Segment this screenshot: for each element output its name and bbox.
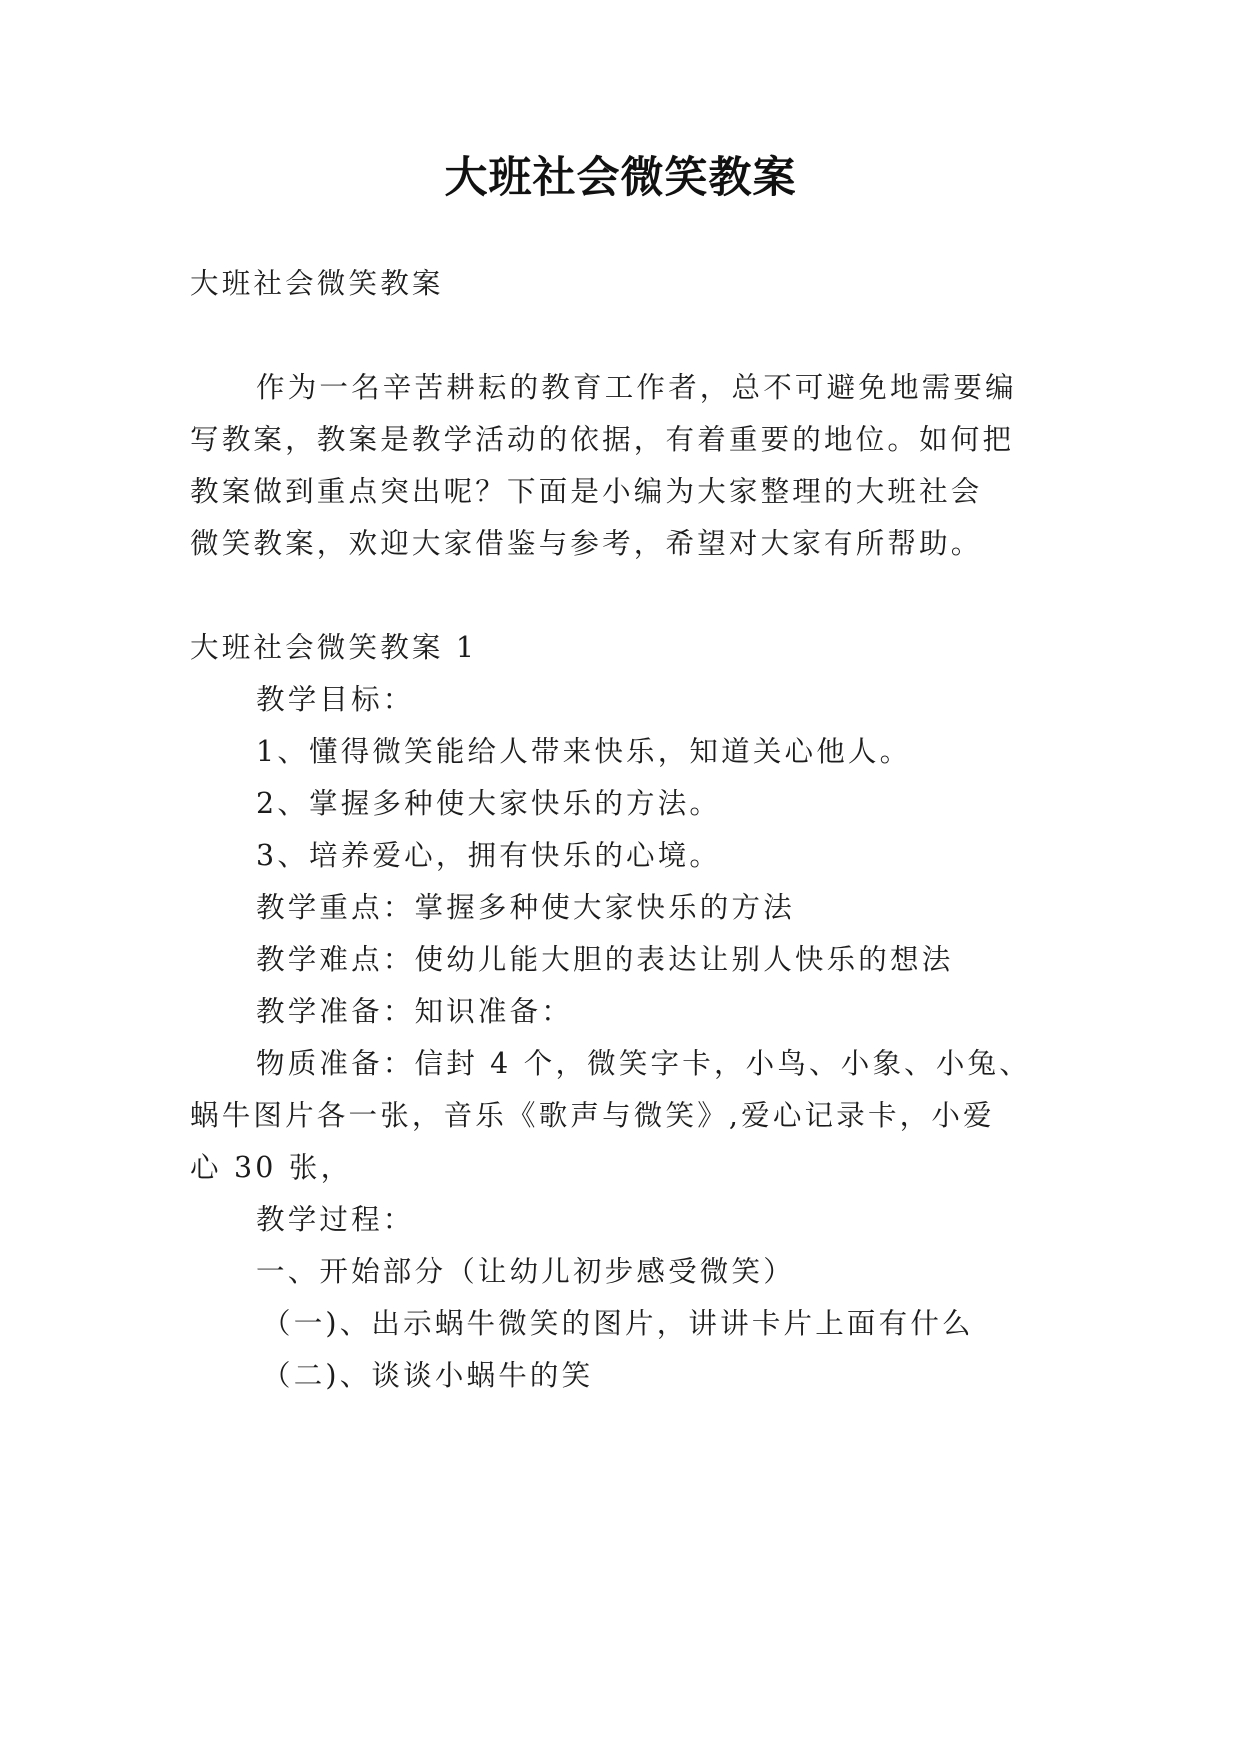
objective-item-1: 1、懂得微笑能给人带来快乐，知道关心他人。	[256, 735, 912, 768]
difficulty: 教学难点：使幼儿能大胆的表达让别人快乐的想法	[256, 943, 954, 976]
materials-line-2: 蜗牛图片各一张，音乐《歌声与微笑》,爱心记录卡，小爱	[190, 1099, 995, 1132]
intro-line-3: 教案做到重点突出呢？下面是小编为大家整理的大班社会	[190, 475, 983, 508]
document-subtitle: 大班社会微笑教案	[190, 267, 444, 300]
materials-line-3: 心 30 张，	[190, 1151, 353, 1184]
preparation: 教学准备：知识准备：	[256, 995, 574, 1028]
objective-item-2: 2、掌握多种使大家快乐的方法。	[256, 787, 722, 820]
process-step-1-b: （二)、谈谈小蜗牛的笑	[262, 1359, 594, 1392]
document-title: 大班社会微笑教案	[444, 153, 797, 203]
objective-item-3: 3、培养爱心，拥有快乐的心境。	[256, 839, 722, 872]
section-heading: 大班社会微笑教案 1	[190, 631, 478, 664]
process-step-1-a: （一)、出示蜗牛微笑的图片，讲讲卡片上面有什么	[262, 1307, 974, 1340]
intro-line-2: 写教案，教案是教学活动的依据，有着重要的地位。如何把	[190, 423, 1015, 456]
materials-line-1: 物质准备：信封 4 个，微笑字卡，小鸟、小象、小兔、	[256, 1047, 1031, 1080]
intro-line-4: 微笑教案，欢迎大家借鉴与参考，希望对大家有所帮助。	[190, 527, 983, 560]
intro-line-1: 作为一名辛苦耕耘的教育工作者，总不可避免地需要编	[256, 371, 1017, 404]
process-label: 教学过程：	[256, 1203, 415, 1236]
objectives-label: 教学目标：	[256, 683, 415, 716]
process-step-1: 一、开始部分（让幼儿初步感受微笑）	[256, 1255, 795, 1288]
key-point: 教学重点：掌握多种使大家快乐的方法	[256, 891, 795, 924]
